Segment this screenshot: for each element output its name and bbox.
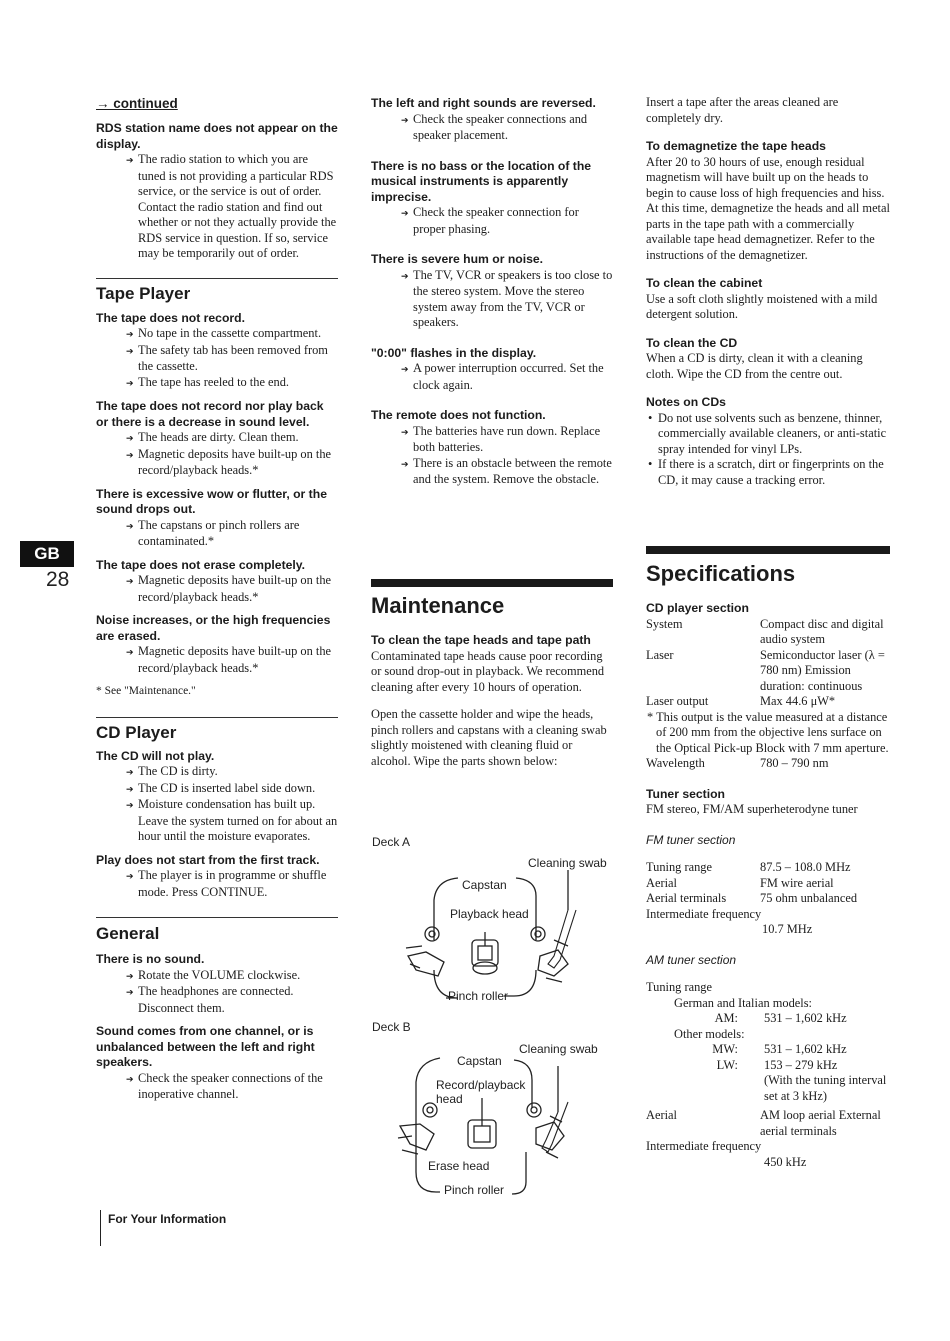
spec-key: Tuning range	[646, 860, 712, 874]
spec-row	[646, 1011, 890, 1027]
middle-column	[371, 96, 613, 488]
tape-q1-item: ➔ No tape in the cassette compartment.	[96, 326, 338, 343]
spec-row	[646, 1058, 890, 1074]
tape-q1-title: The tape does not record.	[96, 310, 245, 325]
clean-heads-p2: Open the cassette holder and wipe the heads, pinch rollers and capstans with a cleaning swab slightly moistened with cleaning fluid or alcohol. Wipe the parts shown below:	[371, 707, 607, 768]
general-q2-item: ➔ Check the speaker connections of the inoperative channel.	[96, 1071, 338, 1103]
tape-q2-item: ➔ Magnetic deposits have built-up on the record/playback heads.*	[96, 447, 338, 479]
tape-q5-title: Noise increases, or the high frequencies are erased.	[96, 613, 331, 643]
spec-row	[646, 756, 890, 772]
deck-a-label: Deck A	[372, 835, 411, 849]
mid-q1-title: The left and right sounds are reversed.	[371, 96, 596, 110]
deck-b-diagram	[396, 1052, 596, 1197]
tape-q2-item: ➔ The heads are dirty. Clean them.	[96, 430, 338, 447]
laser-footnote: * This output is the value measured at a distance of 200 mm from the objective lens surface on the Optical Pick-up Block with 7 mm aperture.	[647, 709, 889, 755]
general-q1-item: ➔ The headphones are connected. Disconnect them.	[96, 984, 338, 1016]
am-section-title: AM tuner section	[646, 952, 737, 967]
tape-footnote: * See "Maintenance."	[96, 685, 196, 697]
mid-q1-item: ➔ Check the speaker connections and speaker placement.	[371, 112, 613, 144]
footer-label: For Your Information	[108, 1212, 227, 1226]
am-tuning-label: Tuning range	[646, 980, 712, 994]
spec-value: 153 – 279 kHz	[764, 1057, 838, 1072]
left-column	[96, 96, 338, 1103]
deck-a-roller-label: Pinch roller	[448, 989, 509, 1003]
maintenance-section	[371, 593, 613, 769]
notes-title: Notes on CDs	[646, 395, 726, 409]
deck-a-capstan-label: Capstan	[462, 878, 507, 892]
fm-section-title: FM tuner section	[646, 832, 736, 847]
spec-key: Wavelength	[646, 756, 705, 770]
mid-q2-item: ➔ Check the speaker connection for proper phasing.	[371, 205, 613, 237]
spec-row	[646, 1108, 890, 1139]
spec-value: 531 – 1,602 kHz	[764, 1011, 847, 1025]
spec-key: AM:	[714, 1011, 738, 1025]
spec-row	[646, 648, 890, 695]
note-item: • If there is a scratch, dirt or fingerprints on the CD, it may cause a tracking error.	[646, 457, 890, 488]
spec-value: 531 – 1,602 kHz	[764, 1042, 847, 1056]
spec-row	[646, 617, 890, 648]
clean-heads-p1: Contaminated tape heads cause poor recording or sound drop-out in playback. We recommend cleaning after every 10 hours of operation.	[371, 648, 605, 694]
mid-q3-item: ➔ The TV, VCR or speakers is too close to the stereo system. Move the stereo system away from the TV, VCR or speakers.	[371, 268, 613, 331]
mid-q4-title: "0:00" flashes in the display.	[371, 345, 537, 360]
cd-q1-item: ➔ The CD is inserted label side down.	[96, 781, 338, 798]
mid-q2-title: There is no bass or the location of the musical instruments is apparently imprecise.	[371, 158, 592, 204]
general-q2-title: Sound comes from one channel, or is unbalanced between the left and right speakers.	[96, 1024, 315, 1069]
cd-section-title: CD player section	[646, 601, 749, 615]
spec-row	[646, 1042, 890, 1058]
cd-q2-item: ➔ The player is in programme or shuffle mode. Press CONTINUE.	[96, 868, 338, 900]
clean-cd-title: To clean the CD	[646, 335, 738, 350]
mid-q3-title: There is severe hum or noise.	[371, 252, 544, 266]
mid-q5-item: ➔ The batteries have run down. Replace both batteries.	[371, 424, 613, 456]
cd-q1-title: The CD will not play.	[96, 748, 215, 763]
demag-text: After 20 to 30 hours of use, enough residual magnetism will have built up on the heads to begin to cause loss of high frequencies and hiss. At this time, demagnetize the heads and all metal parts in the tape path with a commercially available tape head demagnetizer. Refer to the instructions of the demagnetizer.	[646, 154, 890, 262]
cabinet-title: To clean the cabinet	[646, 276, 763, 290]
general-q1-item: ➔ Rotate the VOLUME clockwise.	[96, 968, 338, 985]
spec-key: Laser	[646, 647, 674, 662]
tape-player-heading: Tape Player	[96, 283, 191, 303]
right-column	[646, 95, 890, 488]
page-number: 28	[46, 568, 70, 591]
spec-value: Compact disc and digital audio system	[760, 616, 884, 646]
deck-b-label: Deck B	[372, 1020, 411, 1034]
rds-item: ➔ The radio station to which you are tuned is not providing a particular RDS service, or the service is out of order. Contact the radio station and find out whether or not they actually provide the RDS service in question. If so, service may be temporarily out of order.	[96, 152, 338, 262]
tape-q1-item: ➔ The safety tab has been removed from the cassette.	[96, 343, 338, 375]
spec-value: Semiconductor laser (λ = 780 nm) Emission duration: continuous	[760, 647, 885, 693]
cd-q1-extra: Leave the system turned on for about an hour until the moisture evaporates.	[138, 813, 338, 843]
tape-q5-item: ➔ Magnetic deposits have built-up on the record/playback heads.*	[96, 644, 338, 676]
deck-a-swab-label: Cleaning swab	[528, 856, 607, 870]
maintenance-heading: Maintenance	[371, 593, 505, 618]
tuner-text: FM stereo, FM/AM superheterodyne tuner	[646, 802, 858, 816]
mid-q5-item: ➔ There is an obstacle between the remote and the system. Remove the obstacle.	[371, 456, 613, 488]
spec-value: 780 – 790 nm	[760, 756, 829, 770]
insert-text: Insert a tape after the areas cleaned are completely dry.	[646, 95, 839, 125]
tape-q3-title: There is excessive wow or flutter, or the sound drops out.	[96, 486, 327, 516]
cd-q2-title: Play does not start from the first track.	[96, 852, 320, 867]
demag-title: To demagnetize the tape heads	[646, 139, 826, 153]
cd-q1-item: ➔ The CD is dirty.	[96, 764, 338, 781]
spec-key: Aerial	[646, 875, 677, 890]
spec-row	[646, 694, 890, 710]
spec-row	[646, 891, 890, 907]
tuner-section-title: Tuner section	[646, 786, 726, 801]
spec-row	[646, 860, 890, 876]
mid-q5-title: The remote does not function.	[371, 408, 546, 422]
deck-b-capstan-label: Capstan	[457, 1054, 502, 1068]
am-other-label: Other models:	[674, 1026, 745, 1041]
spec-key: MW:	[712, 1042, 738, 1056]
am-german-label: German and Italian models:	[674, 995, 812, 1010]
spec-key: Aerial	[646, 1108, 677, 1122]
fm-if-label: Intermediate frequency	[646, 906, 762, 921]
general-q1-title: There is no sound.	[96, 952, 205, 966]
maintenance-bar	[371, 579, 613, 587]
spec-value: FM wire aerial	[760, 875, 834, 890]
general-heading: General	[96, 924, 160, 943]
am-if-value: 450 kHz	[764, 1154, 807, 1169]
rds-title: RDS station name does not appear on the display.	[96, 121, 338, 151]
tape-q3-item: ➔ The capstans or pinch rollers are contaminated.*	[96, 518, 338, 550]
deck-b-roller-label: Pinch roller	[444, 1183, 505, 1197]
tape-q1-item: ➔ The tape has reeled to the end.	[96, 375, 338, 392]
deck-b-erase-label: Erase head	[428, 1159, 490, 1173]
am-other-note: (With the tuning interval set at 3 kHz)	[764, 1073, 887, 1103]
deck-a-head-label: Playback head	[450, 907, 529, 921]
general-rule	[96, 917, 338, 918]
language-label: GB	[34, 544, 60, 563]
spec-value: 87.5 – 108.0 MHz	[760, 860, 851, 874]
clean-cd-text: When a CD is dirty, clean it with a cleaning cloth. Wipe the CD from the centre out.	[646, 351, 863, 381]
cabinet-text: Use a soft cloth slightly moistened with a mild detergent solution.	[646, 291, 878, 321]
continued-label: → continued	[96, 96, 178, 111]
deck-b-swab-label: Cleaning swab	[519, 1042, 598, 1056]
cd-player-heading: CD Player	[96, 722, 177, 742]
spec-row	[646, 876, 890, 892]
fm-if-value: 10.7 MHz	[762, 922, 813, 936]
spec-key: Laser output	[646, 694, 709, 708]
spec-key: Aerial terminals	[646, 891, 727, 905]
specifications-heading: Specifications	[646, 561, 796, 586]
mid-q4-item: ➔ A power interruption occurred. Set the clock again.	[371, 361, 613, 393]
deck-a-diagram	[396, 870, 596, 1005]
clean-heads-title: To clean the tape heads and tape path	[371, 633, 591, 647]
footer-bar	[100, 1210, 101, 1246]
spec-key: System	[646, 616, 683, 631]
tape-rule	[96, 278, 338, 279]
tape-q2-title: The tape does not record nor play back or there is a decrease in sound level.	[96, 399, 324, 429]
spec-value: 75 ohm unbalanced	[760, 891, 858, 905]
am-if-label: Intermediate frequency	[646, 1139, 762, 1153]
tape-q4-item: ➔ Magnetic deposits have built-up on the record/playback heads.*	[96, 573, 338, 605]
language-tab	[20, 541, 74, 567]
spec-key: LW:	[716, 1057, 738, 1072]
spec-value: Max 44.6 μW*	[760, 694, 836, 708]
deck-b-head-label: Record/playback head	[436, 1078, 526, 1106]
note-item: • Do not use solvents such as benzene, thinner, commercially available cleaners, or anti-static spray intended for vinyl LPs.	[646, 411, 890, 458]
specifications-bar	[646, 546, 890, 554]
specifications-section	[646, 561, 890, 1170]
spec-value: AM loop aerial External aerial terminals	[760, 1108, 881, 1138]
cd-q1-item: ➔ Moisture condensation has built up.	[96, 797, 338, 814]
cd-rule	[96, 717, 338, 718]
tape-q4-title: The tape does not erase completely.	[96, 557, 306, 572]
